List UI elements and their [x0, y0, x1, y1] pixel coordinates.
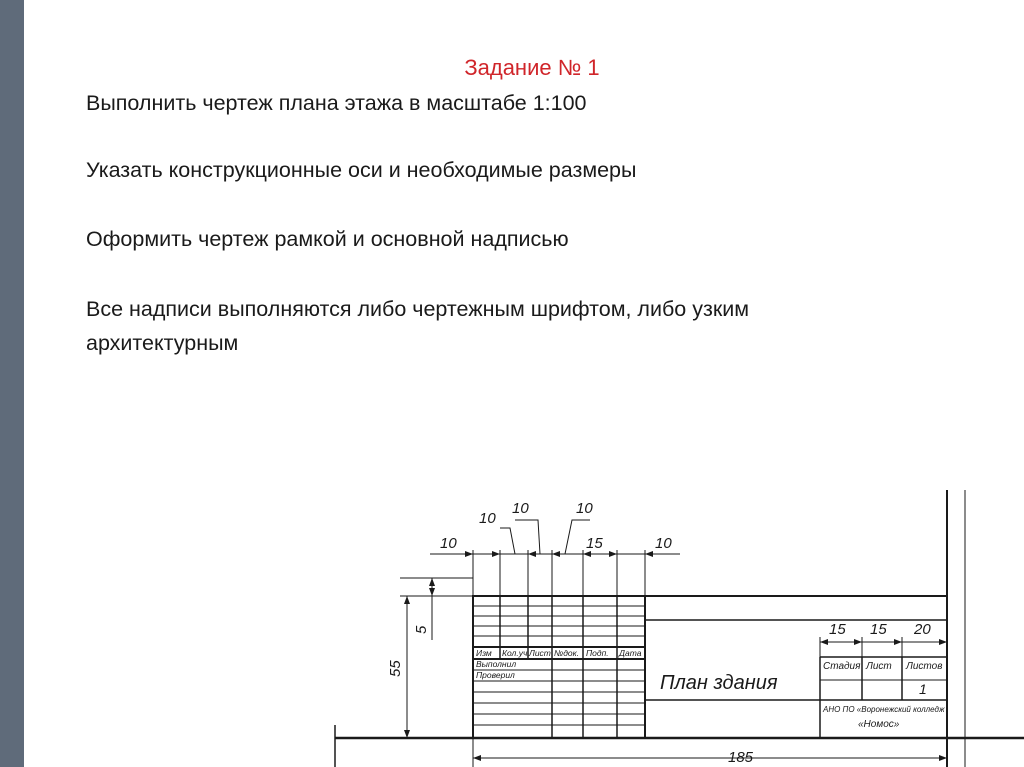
dim-top-3: 10	[512, 500, 529, 517]
sheets-count: 1	[919, 681, 927, 697]
header-data: Дата	[619, 648, 642, 658]
task-line-4: Все надписи выполняются либо чертежным шрифтом, либо узким	[86, 297, 750, 321]
dim-bottom: 185	[728, 749, 754, 766]
task-line-1: Выполнить чертеж плана этажа в масштабе 1:100	[86, 91, 587, 115]
dim-top-4: 10	[576, 500, 593, 517]
task-line-5: архитектурным	[86, 331, 239, 355]
dim-right-3: 20	[914, 621, 931, 638]
row-vypolnil: Выполнил	[476, 659, 517, 669]
header-izm: Изм	[476, 648, 492, 658]
header-kol: Кол.уч	[502, 648, 528, 658]
org-name-line1: АНО ПО «Воронежский колледж	[823, 705, 945, 714]
dim-left-55: 55	[387, 660, 404, 677]
dim-right-1: 15	[829, 621, 846, 638]
dim-top-2: 10	[479, 510, 496, 527]
dim-top-5: 15	[586, 535, 603, 552]
dim-top-6: 10	[655, 535, 672, 552]
org-name-line2: «Номос»	[858, 719, 900, 730]
header-ndok: №док.	[554, 648, 580, 658]
drawing-main-title: План здания	[660, 672, 778, 694]
dim-top-1: 10	[440, 535, 457, 552]
task-line-2: Указать конструкционные оси и необходимые размеры	[86, 158, 637, 182]
header-list: Лист	[529, 648, 551, 658]
slide-title: Задание № 1	[464, 55, 600, 80]
header-listov: Листов	[906, 661, 943, 672]
header-podp: Подп.	[586, 648, 609, 658]
dim-right-2: 15	[870, 621, 887, 638]
row-proveril: Проверил	[476, 670, 515, 680]
header-list-right: Лист	[866, 661, 892, 672]
task-line-3: Оформить чертеж рамкой и основной надписью	[86, 227, 569, 251]
dim-left-5: 5	[413, 625, 430, 634]
header-stadiya: Стадия	[823, 661, 861, 672]
